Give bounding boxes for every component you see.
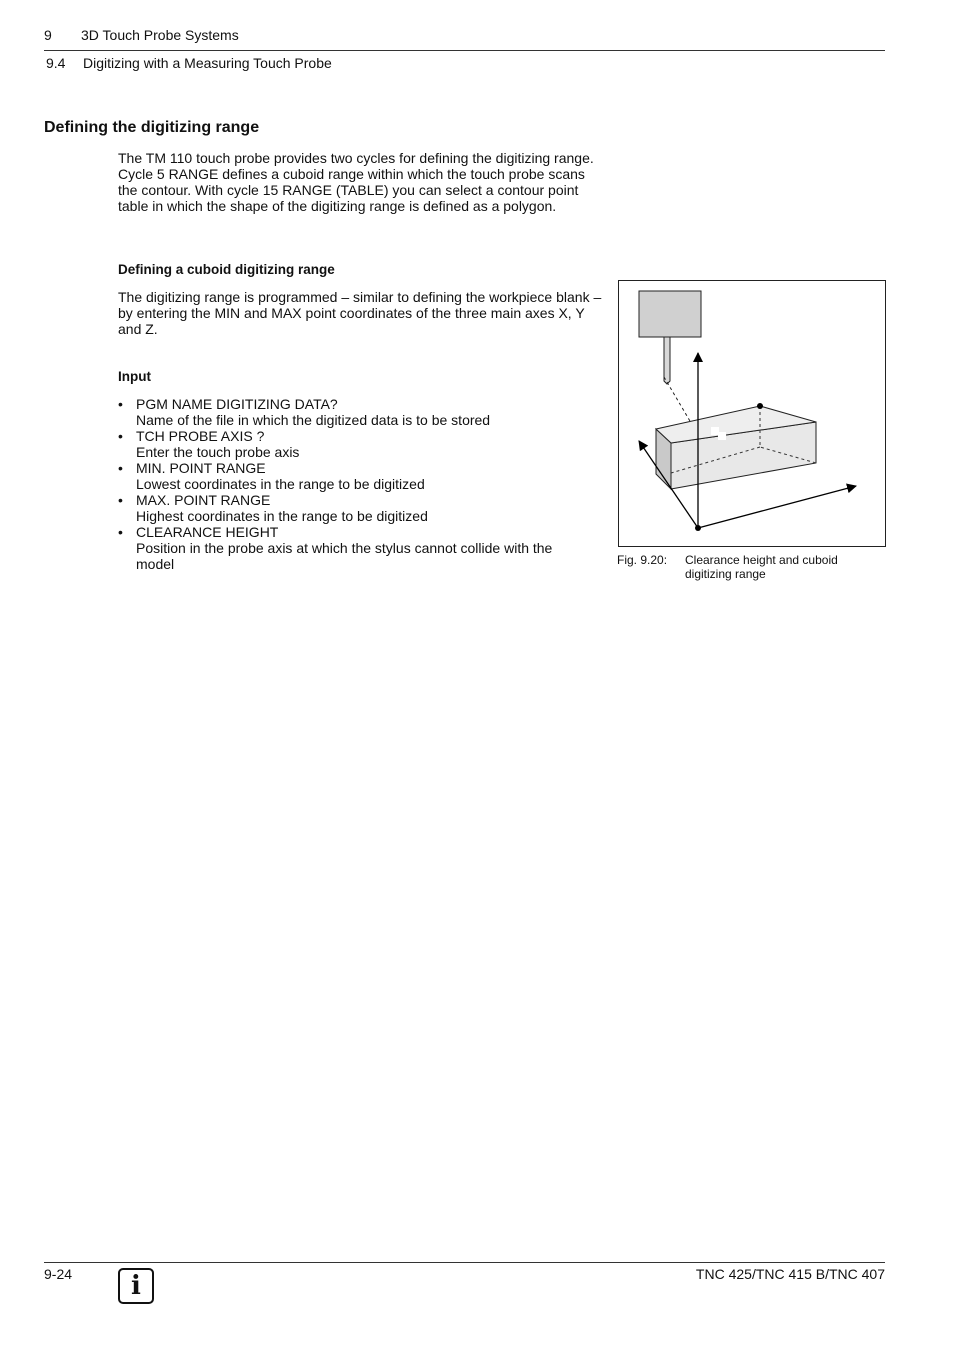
section-title: Digitizing with a Measuring Touch Probe <box>83 55 332 71</box>
list-item <box>118 396 590 428</box>
bullet: • <box>118 460 123 476</box>
marker-square <box>718 432 726 440</box>
input-item-label: MIN. POINT RANGE <box>136 460 266 476</box>
input-item-desc: Position in the probe axis at which the stylus cannot collide with the model <box>136 540 553 572</box>
input-item-desc: Lowest coordinates in the range to be digitized <box>136 476 425 492</box>
input-item-label: TCH PROBE AXIS ? <box>136 428 265 444</box>
input-item-label: CLEARANCE HEIGHT <box>136 524 279 540</box>
input-item-desc: Highest coordinates in the range to be digitized <box>136 508 428 524</box>
bullet: • <box>118 524 123 540</box>
marker-square <box>711 427 719 435</box>
figure-caption-line2: digitizing range <box>685 567 766 581</box>
subsection-paragraph: The digitizing range is programmed – similar to defining the workpiece blank – by entering the MIN and MAX point coordinates of the three main axes X, Y and Z. <box>118 289 602 337</box>
footer-rule <box>44 1262 885 1263</box>
figure-frame <box>618 280 886 547</box>
page-number: 9-24 <box>44 1266 73 1282</box>
list-item <box>118 524 590 572</box>
input-heading: Input <box>118 369 151 384</box>
bullet: • <box>118 396 123 412</box>
min-point <box>695 525 701 531</box>
bullet: • <box>118 428 123 444</box>
list-item <box>118 492 590 524</box>
cuboid-range-illustration <box>619 281 885 546</box>
bullet: • <box>118 492 123 508</box>
list-item <box>118 460 590 492</box>
max-point <box>757 403 763 409</box>
chapter-number: 9 <box>44 27 52 43</box>
input-list <box>118 396 590 572</box>
intro-paragraph: The TM 110 touch probe provides two cycles for defining the digitizing range. Cycle 5 RANGE defines a cuboid range within which the touch probe scans the contour. With cycle 15 RANGE (TABLE) you can select a contour point table in which the shape of the digitizing range is defined as a polygon. <box>118 150 594 214</box>
info-icon: i <box>118 1268 154 1304</box>
x-axis <box>698 486 856 528</box>
input-item-desc: Name of the file in which the digitized data is to be stored <box>136 412 491 428</box>
figure-number: Fig. 9.20: <box>617 553 668 567</box>
input-item-label: MAX. POINT RANGE <box>136 492 271 508</box>
input-item-desc: Enter the touch probe axis <box>136 444 300 460</box>
subsection-heading: Defining a cuboid digitizing range <box>118 262 335 277</box>
header-rule <box>44 50 885 51</box>
section-number: 9.4 <box>46 55 66 71</box>
figure-caption-line1: Clearance height and cuboid <box>685 553 838 567</box>
probe-body <box>639 291 701 337</box>
input-item-label: PGM NAME DIGITIZING DATA? <box>136 396 338 412</box>
list-item <box>118 428 590 460</box>
product-name: TNC 425/TNC 415 B/TNC 407 <box>695 1266 885 1282</box>
chapter-title: 3D Touch Probe Systems <box>81 27 239 43</box>
probe-stylus <box>664 337 670 384</box>
page-heading: Defining the digitizing range <box>44 119 260 136</box>
